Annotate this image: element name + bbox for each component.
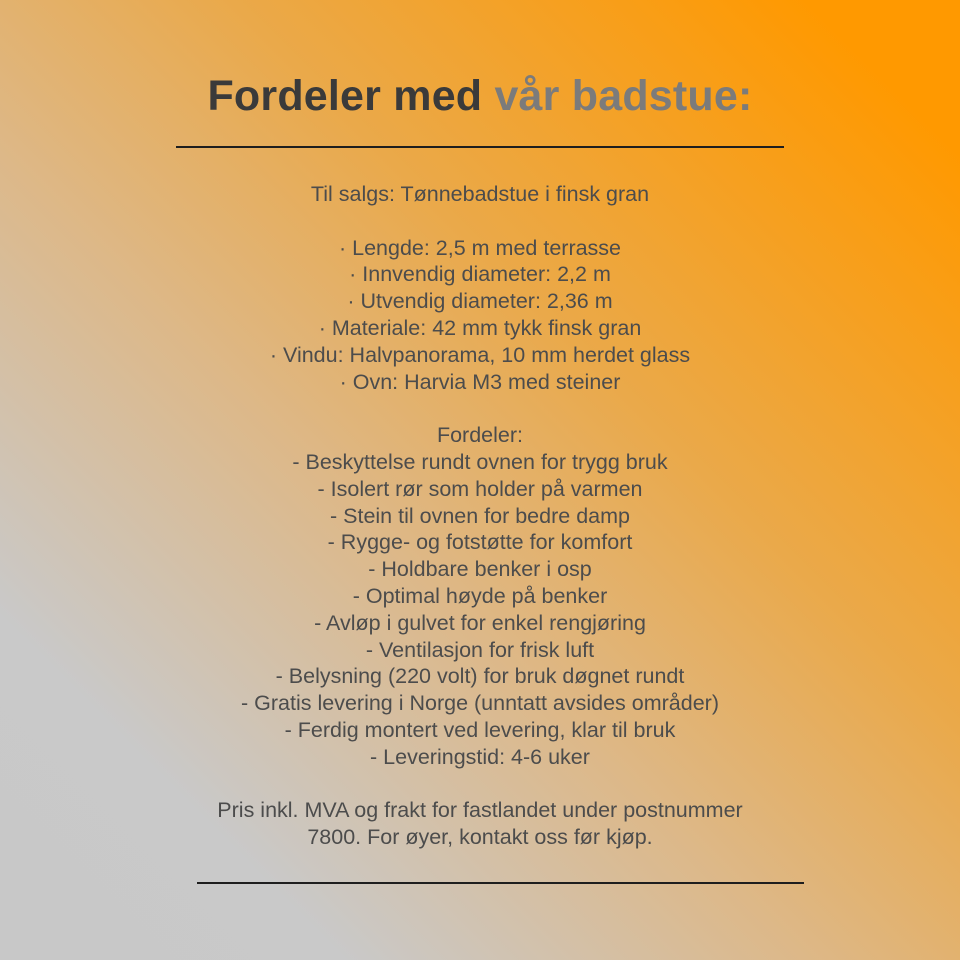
benefit-item: - Ferdig montert ved levering, klar til bruk: [284, 717, 676, 742]
benefit-item: - Optimal høyde på benker: [352, 583, 608, 608]
benefits-heading: Fordeler:: [436, 423, 524, 448]
spec-item: · Utvendig diameter: 2,36 m: [347, 289, 613, 314]
title-part-light: vår badstue:: [494, 72, 753, 120]
benefit-item: - Avløp i gulvet for enkel rengjøring: [314, 610, 646, 635]
price-note-line: 7800. For øyer, kontakt oss før kjøp.: [307, 825, 653, 850]
page-title: [0, 66, 960, 126]
spec-item: · Lengde: 2,5 m med terrasse: [338, 235, 622, 260]
benefit-item: - Ventilasjon for frisk luft: [365, 637, 595, 662]
spacer: [0, 395, 960, 422]
spec-item: · Materiale: 42 mm tykk finsk gran: [318, 315, 642, 340]
benefit-item: - Beskyttelse rundt ovnen for trygg bruk: [292, 449, 668, 474]
spacer: [0, 771, 960, 798]
content-block: [0, 181, 960, 851]
spec-list: [0, 235, 960, 396]
benefit-item: - Rygge- og fotstøtte for komfort: [327, 530, 633, 555]
benefit-item: - Holdbare benker i osp: [368, 557, 592, 582]
benefit-item: - Belysning (220 volt) for bruk døgnet rundt: [275, 664, 685, 689]
spec-item: · Innvendig diameter: 2,2 m: [349, 262, 611, 287]
spacer: [0, 208, 960, 235]
spec-item: · Ovn: Harvia M3 med steiner: [339, 369, 621, 394]
benefit-item: - Stein til ovnen for bedre damp: [330, 503, 630, 528]
price-note: [0, 797, 960, 851]
benefit-list: [0, 449, 960, 771]
title-part-dark: Fordeler med: [207, 72, 483, 120]
benefit-item: - Leveringstid: 4-6 uker: [370, 744, 590, 769]
top-divider: [176, 146, 784, 148]
bottom-divider: [197, 882, 804, 884]
spec-item: · Vindu: Halvpanorama, 10 mm herdet glass: [269, 342, 691, 367]
benefit-item: - Isolert rør som holder på varmen: [317, 476, 643, 501]
benefit-item: - Gratis levering i Norge (unntatt avsides områder): [241, 691, 719, 716]
price-note-line: Pris inkl. MVA og frakt for fastlandet under postnummer: [217, 798, 743, 823]
intro-text: Til salgs: Tønnebadstue i finsk gran: [310, 182, 650, 206]
